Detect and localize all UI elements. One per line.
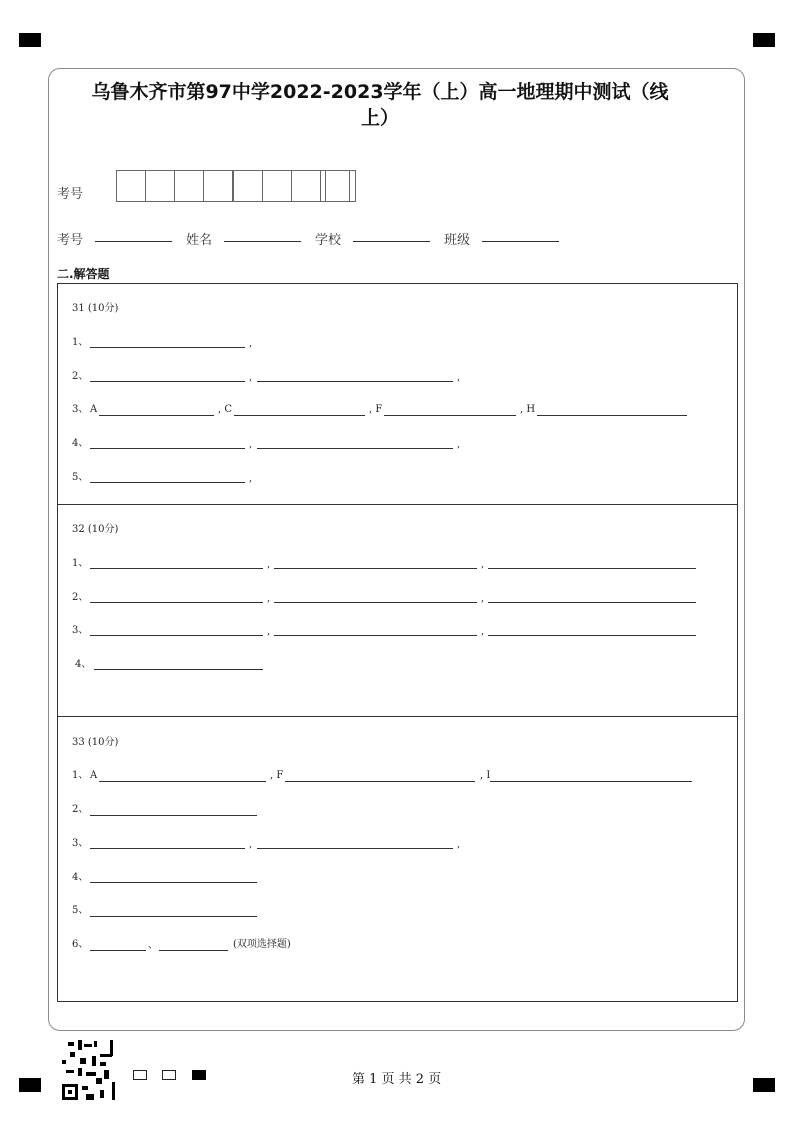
registration-mark-bottom-left (19, 1078, 41, 1092)
info-name-field[interactable] (224, 241, 301, 242)
exam-number-cell[interactable] (145, 170, 175, 202)
q33-row6-number: 6、 (72, 939, 89, 950)
exam-number-cell[interactable] (262, 170, 292, 202)
q32-r1-blank2[interactable] (274, 568, 477, 569)
q33-row2-number: 2、 (72, 804, 89, 815)
q31-r3-blank-f[interactable] (384, 415, 516, 416)
q32-r2-blank2[interactable] (274, 602, 477, 603)
comma: , (249, 372, 253, 383)
q32-r4-blank[interactable] (94, 669, 263, 670)
status-box-filled (192, 1070, 206, 1080)
section-title: 二.解答题 (57, 267, 110, 281)
q32-r2-blank3[interactable] (488, 602, 696, 603)
q31-row5-number: 5、 (72, 472, 89, 483)
exam-title-line1: 乌鲁木齐市第97中学2022-2023学年（上）高一地理期中测试（线 (91, 81, 669, 103)
comma: , (267, 593, 271, 604)
exam-number-cell[interactable] (203, 170, 233, 202)
q33-r1-label-i: , I (480, 770, 491, 781)
exam-number-cell[interactable] (325, 170, 356, 202)
q31-r3-blank-a[interactable] (99, 415, 214, 416)
q31-row4-number: 4、 (72, 438, 89, 449)
exam-number-label: 考号 (57, 187, 84, 202)
q31-r3-label-f: , F (369, 404, 383, 415)
comma: , (481, 626, 485, 637)
q33-row3-number: 3、 (72, 838, 89, 849)
question-32-header: 32 (10分) (72, 524, 119, 535)
q31-r4-blank1[interactable] (90, 448, 245, 449)
info-exam-no-field[interactable] (95, 241, 172, 242)
q31-r3-label-h: , H (520, 404, 536, 415)
question-31-header: 31 (10分) (72, 303, 119, 314)
q32-row3-number: 3、 (72, 625, 89, 636)
question-32-box (57, 504, 738, 717)
comma: , (481, 593, 485, 604)
q32-row4-number: 4、 (75, 659, 92, 670)
question-33-box (57, 716, 738, 1002)
q33-row5-number: 5、 (72, 905, 89, 916)
page-number: 第 1 页 共 2 页 (352, 1072, 442, 1087)
comma: , (249, 473, 253, 484)
info-class-label: 班级 (444, 233, 471, 248)
q33-r6-separator: 、 (148, 940, 158, 951)
comma: , (267, 559, 271, 570)
q33-r4-blank[interactable] (90, 882, 257, 883)
q33-r3-blank2[interactable] (257, 848, 453, 849)
exam-number-cell[interactable] (116, 170, 146, 202)
question-31-box (57, 283, 738, 505)
info-exam-no-label: 考号 (57, 233, 84, 248)
exam-title-line2: 上） (360, 107, 399, 129)
q33-r1-blank-i[interactable] (490, 781, 692, 782)
info-class-field[interactable] (482, 241, 559, 242)
q32-r1-blank1[interactable] (90, 568, 263, 569)
q31-row3-number: 3、 (72, 404, 89, 415)
q33-r2-blank[interactable] (90, 815, 257, 816)
q33-r1-label-f: , F (270, 770, 284, 781)
registration-mark-top-left (19, 33, 41, 47)
q32-r3-blank1[interactable] (90, 635, 263, 636)
status-box-empty (162, 1070, 176, 1080)
comma: , (249, 439, 253, 450)
q33-r3-blank1[interactable] (90, 848, 245, 849)
q31-r3-blank-c[interactable] (234, 415, 365, 416)
q33-r6-blank2[interactable] (159, 950, 228, 951)
qr-code-icon (60, 1038, 120, 1102)
q33-row1-number: 1、 (72, 770, 89, 781)
comma: , (267, 626, 271, 637)
q32-row1-number: 1、 (72, 558, 89, 569)
q32-r2-blank1[interactable] (90, 602, 263, 603)
q31-r4-blank2[interactable] (257, 448, 453, 449)
comma: , (249, 839, 253, 850)
q31-row1-number: 1、 (72, 337, 89, 348)
exam-number-cell[interactable] (233, 170, 263, 202)
q33-r6-note: (双项选择题) (233, 939, 291, 950)
q33-row4-number: 4、 (72, 872, 89, 883)
q32-r1-blank3[interactable] (488, 568, 696, 569)
q31-r1-blank[interactable] (90, 347, 245, 348)
q32-r3-blank3[interactable] (488, 635, 696, 636)
q31-r2-blank2[interactable] (257, 381, 453, 382)
q33-r1-label-a: A (90, 770, 98, 781)
info-name-label: 姓名 (186, 233, 213, 248)
status-box-empty (133, 1070, 147, 1080)
q32-row2-number: 2、 (72, 592, 89, 603)
comma: , (457, 439, 461, 450)
registration-mark-bottom-right (753, 1078, 775, 1092)
info-school-label: 学校 (315, 233, 342, 248)
question-33-header: 33 (10分) (72, 737, 119, 748)
exam-number-cell[interactable] (174, 170, 204, 202)
q33-r1-blank-a[interactable] (99, 781, 266, 782)
q31-row2-number: 2、 (72, 371, 89, 382)
comma: , (457, 839, 461, 850)
info-school-field[interactable] (353, 241, 430, 242)
q33-r5-blank[interactable] (90, 916, 257, 917)
q33-r1-blank-f[interactable] (285, 781, 475, 782)
comma: , (481, 559, 485, 570)
q31-r3-label-a: A (90, 404, 98, 415)
q31-r5-blank[interactable] (90, 482, 245, 483)
q32-r3-blank2[interactable] (274, 635, 477, 636)
comma: , (457, 372, 461, 383)
exam-number-cell[interactable] (291, 170, 321, 202)
comma: , (249, 338, 253, 349)
q33-r6-blank1[interactable] (90, 950, 146, 951)
q31-r3-blank-h[interactable] (537, 415, 687, 416)
registration-mark-top-right (753, 33, 775, 47)
q31-r3-label-c: , C (218, 404, 233, 415)
q31-r2-blank1[interactable] (90, 381, 245, 382)
